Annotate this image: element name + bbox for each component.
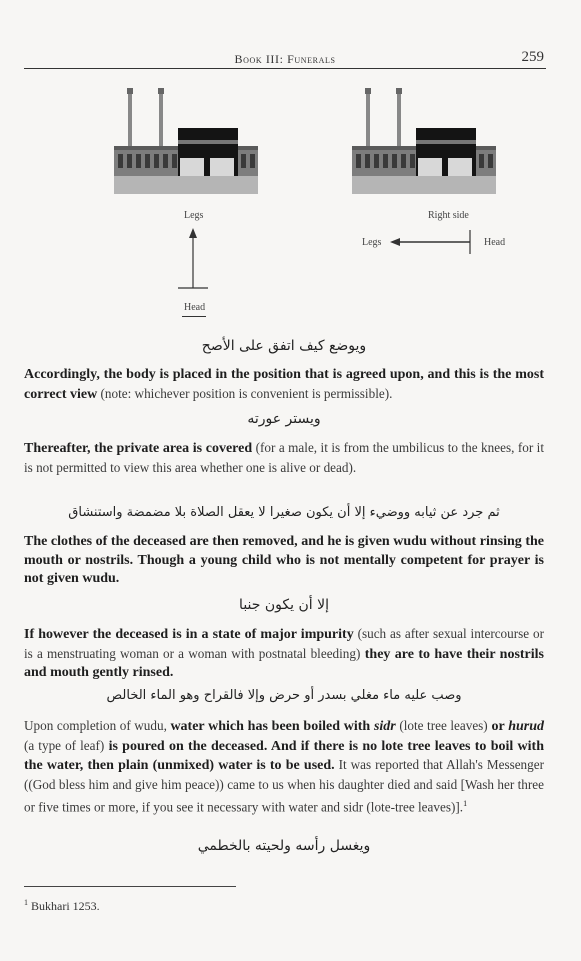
paragraph-3: The clothes of the deceased are then removed, and he is given wudu without rinsing the mouth or nostrils. Though a young child who is not mentally competent for prayer is not given wudu. xyxy=(24,534,544,587)
arabic-text-4: إلا أن يكون جنبا xyxy=(239,597,329,613)
label-legs-left: Legs xyxy=(184,210,204,221)
label-head-left: Head xyxy=(184,302,206,313)
paragraph-4: If however the deceased is in a state of major impurity (such as after sexual intercourse or is a menstruating woman or a woman with postnatal bleeding) they are to have their nostrils and mouth gently rinsed. xyxy=(24,626,544,681)
label-legs-right: Legs xyxy=(362,237,382,248)
figure-left xyxy=(114,84,258,324)
paragraph-5: Upon completion of wudu, water which has been boiled with sidr (lote tree leaves) or hurud (a type of leaf) is poured on the deceased. And if there is no lote tree leaves to boil with the water, then plain (unmixed) water is to be used. It was reported that Allah's Messenger ((God bless him and give him peace)) came to us when his daughter died and said [Wash her three or five times or more, if you see it necessary with water and sidr (lote-tree leaves)].$^1$ xyxy=(24,718,544,816)
arabic-text-6: ويغسل رأسه ولحيته بالخطمي xyxy=(197,838,371,854)
arabic-text-2: ويستر عورته xyxy=(247,411,321,427)
arabic-text-3: ثم جرد عن ثيابه ووضيء إلا أن يكون صغيرا لا يعقل الصلاة بلا مضمضة واستنشاق xyxy=(68,505,500,520)
underline xyxy=(182,316,206,317)
page-number: 259 xyxy=(521,49,544,65)
header-title: Book III: Funerals xyxy=(234,52,336,66)
paragraph-1: Accordingly, the body is placed in the position that is agreed upon, and this is the most correct view (note: whichever position is convenient is permissible). xyxy=(24,367,544,402)
footnote-divider xyxy=(24,886,236,887)
arrow-up-icon xyxy=(178,228,208,298)
arabic-text-1: ويوضع كيف اتفق على الأصح xyxy=(201,338,367,354)
figure-right xyxy=(352,84,552,264)
kaaba-photo-right xyxy=(352,84,496,194)
arabic-text-5: وصب عليه ماء مغلي بسدر أو حرض وإلا فالقراح وهو الماء الخالص xyxy=(106,688,462,703)
arrow-left-icon xyxy=(390,230,474,254)
label-head-right: Head xyxy=(484,237,506,248)
label-right-side: Right side xyxy=(428,210,469,221)
paragraph-2: Thereafter, the private area is covered (for a male, it is from the umbilicus to the knees, for it is not permitted to view this area whether one is alive or dead). xyxy=(24,440,545,475)
kaaba-photo-left xyxy=(114,84,258,194)
footnote: $^1$ Bukhari 1253. xyxy=(24,898,100,913)
running-header xyxy=(24,50,546,69)
footnote-ref[interactable]: 1 xyxy=(463,799,468,809)
